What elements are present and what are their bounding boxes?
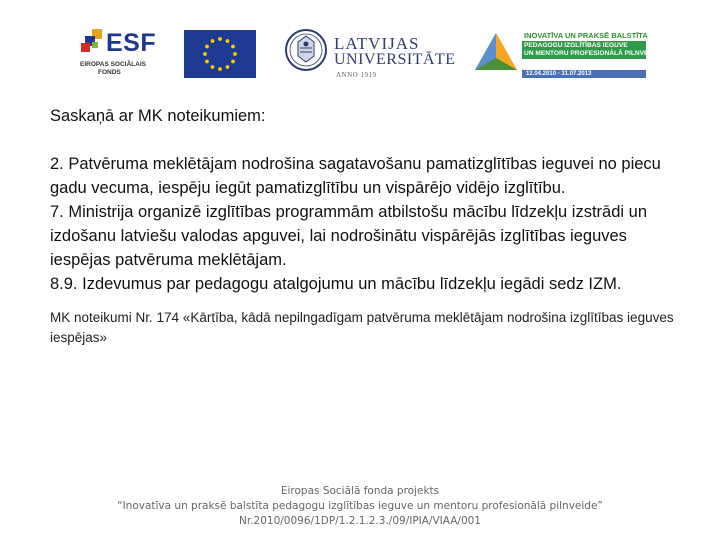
inovativa-title: INOVATĪVA UN PRAKSĒ BALSTĪTA xyxy=(524,31,648,40)
intro-heading: Saskaņā ar MK noteikumiem: xyxy=(50,107,266,125)
eu-flag-icon xyxy=(184,30,256,78)
logo-bar xyxy=(0,22,720,86)
regulation-point-8-9: 8.9. Izdevumus par pedagogu atalgojumu un mācību līdzekļu iegādi sedz IZM. xyxy=(50,275,622,293)
esf-mark-icon xyxy=(80,28,106,54)
lu-name-line2: UNIVERSITĀTE xyxy=(334,51,456,68)
lu-seal-icon xyxy=(284,26,328,74)
inovativa-subtitle-line2: UN MENTORU PROFESIONĀLĀ PILNVEIDE xyxy=(524,50,660,57)
inovativa-mark-icon xyxy=(472,30,520,78)
esf-subtitle-line1: EIROPAS SOCIĀLAIS xyxy=(80,61,146,68)
lu-anno: ANNO 1919 xyxy=(336,71,377,79)
footer-line3: Nr.2010/0096/1DP/1.2.1.2.3./09/IPIA/VIAA/001 xyxy=(239,515,481,527)
project-footer xyxy=(0,484,720,529)
esf-logo xyxy=(80,28,162,82)
inovativa-dates: 12.04.2010 - 31.07.2013 xyxy=(522,70,646,78)
esf-subtitle-line2: FONDS xyxy=(98,69,121,76)
lu-name-line1: LATVIJAS xyxy=(334,34,420,53)
inovativa-project-logo xyxy=(472,26,660,84)
slide-content xyxy=(50,104,680,348)
footer-line2: “Inovatīva un praksē balstīta pedagogu izglītības ieguve un mentoru profesionālā pilnveide” xyxy=(117,500,603,512)
inovativa-subtitle-line1: PEDAGOGU IZGLĪTĪBAS IEGUVE xyxy=(524,42,628,49)
esf-subtitle xyxy=(80,61,170,77)
eu-flag-logo xyxy=(184,30,256,78)
lu-logo xyxy=(284,26,454,86)
inovativa-subtitle xyxy=(522,41,660,59)
regulation-reference: MK noteikumi Nr. 174 «Kārtība, kādā nepilngadīgam patvēruma meklētājam nodrošina izglītības ieguves iespējas» xyxy=(50,310,674,345)
regulation-point-2: 2. Patvēruma meklētājam nodrošina sagatavošanu pamatizglītības ieguvei no piecu gadu vecuma, iespēju iegūt pamatizglītību un vispārējo vidējo izglītību. xyxy=(50,155,661,197)
regulation-point-7: 7. Ministrija organizē izglītības programmām atbilstošu mācību līdzekļu izstrādi un izdošanu latviešu valodas apguvei, lai nodrošinātu vispārējās izglītības ieguves iespējas patvēruma meklētājam. xyxy=(50,203,647,269)
footer-line1: Eiropas Sociālā fonda projekts xyxy=(280,485,440,497)
esf-wordmark: ESF xyxy=(106,29,157,57)
